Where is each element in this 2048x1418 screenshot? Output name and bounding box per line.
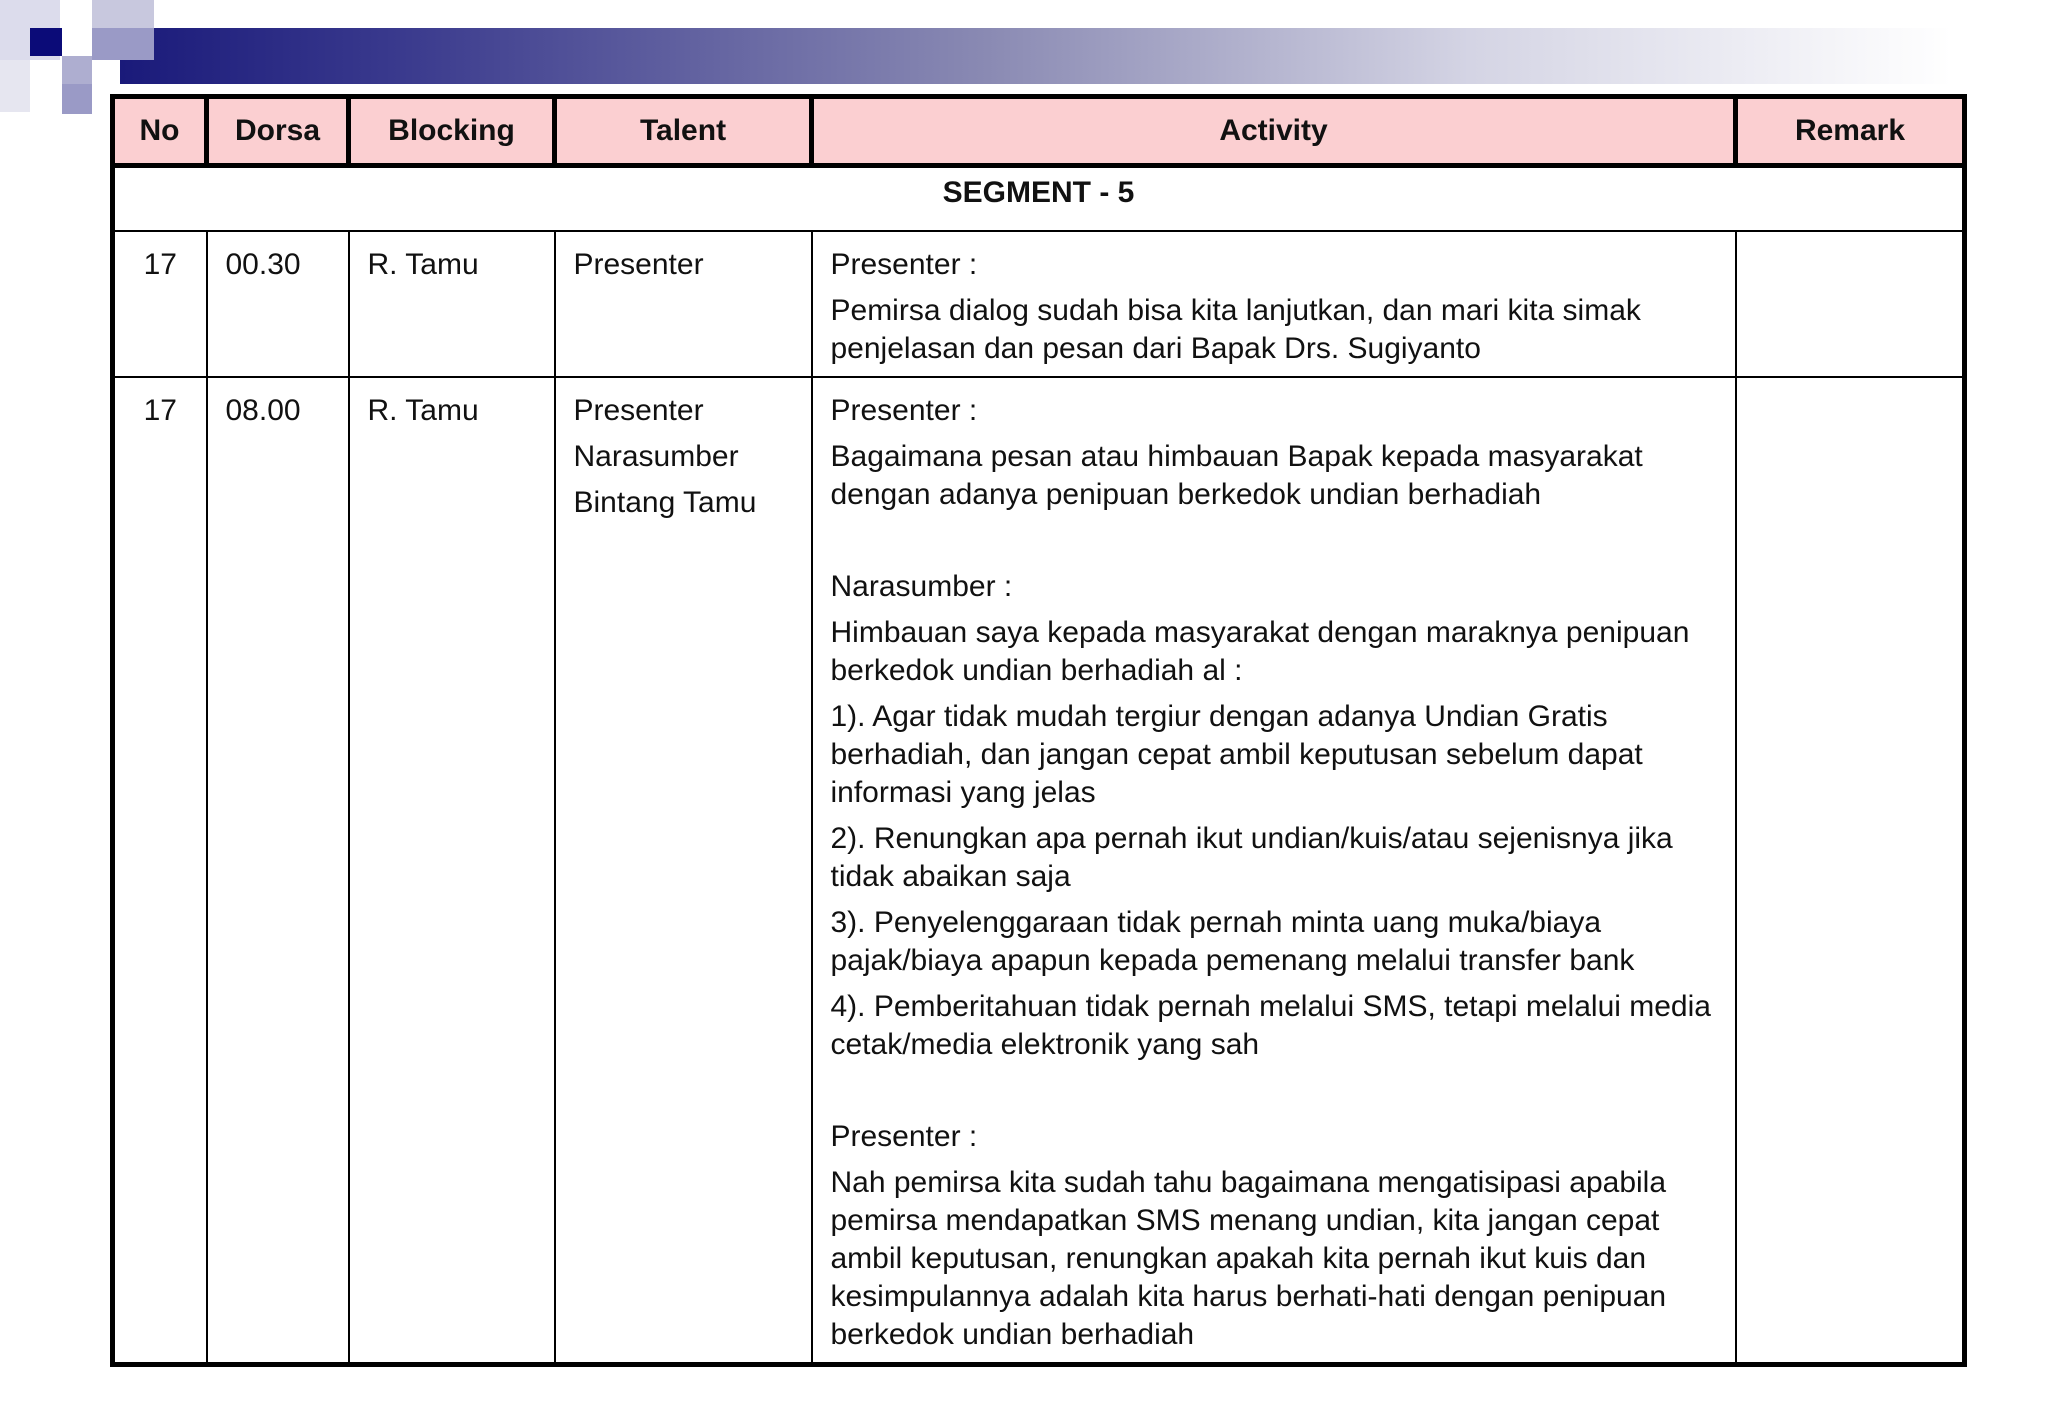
activity-line: 2). Renungkan apa pernah ikut undian/kuis/atau sejenisnya jika tidak abaikan saja bbox=[830, 822, 1673, 893]
activity-speaker: Presenter : bbox=[830, 248, 978, 281]
cell-talent bbox=[555, 377, 812, 1365]
cell-activity bbox=[812, 377, 1736, 1365]
activity-speaker: Narasumber : bbox=[830, 570, 1013, 603]
talent-name: Presenter bbox=[573, 248, 704, 281]
cell-activity bbox=[812, 231, 1736, 377]
table-header bbox=[113, 97, 1965, 166]
cell-no: 17 bbox=[113, 377, 207, 1365]
spacer bbox=[831, 522, 1717, 568]
activity-line: Pemirsa dialog sudah bisa kita lanjutkan, dan mari kita simak penjelasan dan pesan dari Bapak Drs. Sugiyanto bbox=[830, 294, 1641, 365]
activity-line: 4). Pemberitahuan tidak pernah melalui SMS, tetapi melalui media cetak/media elektronik yang sah bbox=[830, 990, 1711, 1061]
segment-row bbox=[113, 166, 1965, 232]
cell-blocking: R. Tamu bbox=[349, 231, 555, 377]
header-remark: Remark bbox=[1736, 97, 1965, 166]
cell-no: 17 bbox=[113, 231, 207, 377]
table-row bbox=[113, 231, 1965, 377]
talent-name: Narasumber bbox=[573, 440, 739, 473]
banner-square bbox=[62, 84, 92, 114]
activity-line: Nah pemirsa kita sudah tahu bagaimana mengatisipasi apabila pemirsa mendapatkan SMS menang undian, kita jangan cepat ambil keputusan, renungkan apakah kita pernah ikut kuis dan kesimpulannya adalah kita harus berhati-hati dengan penipuan berkedok undian berhadiah bbox=[830, 1166, 1667, 1351]
banner-square bbox=[62, 56, 92, 84]
cell-blocking: R. Tamu bbox=[349, 377, 555, 1365]
header-talent: Talent bbox=[555, 97, 812, 166]
spacer bbox=[831, 1072, 1717, 1118]
activity-line: Bagaimana pesan atau himbauan Bapak kepada masyarakat dengan adanya penipuan berkedok undian berhadiah bbox=[830, 440, 1643, 511]
header-no: No bbox=[113, 97, 207, 166]
activity-speaker: Presenter : bbox=[830, 1120, 978, 1153]
cell-remark bbox=[1736, 377, 1965, 1365]
cell-dorsa: 00.30 bbox=[207, 231, 349, 377]
talent-name: Bintang Tamu bbox=[573, 486, 757, 519]
table-row bbox=[113, 377, 1965, 1365]
header-blocking: Blocking bbox=[349, 97, 555, 166]
cell-talent bbox=[555, 231, 812, 377]
activity-line: Himbauan saya kepada masyarakat dengan maraknya penipuan berkedok undian berhadiah al : bbox=[830, 616, 1690, 687]
banner-gradient-bar bbox=[120, 28, 2048, 84]
script-table bbox=[110, 94, 1967, 1367]
activity-speaker: Presenter : bbox=[830, 394, 978, 427]
cell-dorsa: 08.00 bbox=[207, 377, 349, 1365]
banner-square bbox=[92, 28, 154, 60]
activity-line: 3). Penyelenggaraan tidak pernah minta uang muka/biaya pajak/biaya apapun kepada pemenang melalui transfer bank bbox=[830, 906, 1635, 977]
activity-line: 1). Agar tidak mudah tergiur dengan adanya Undian Gratis berhadiah, dan jangan cepat ambil keputusan sebelum dapat informasi yang jelas bbox=[830, 700, 1643, 809]
segment-title: SEGMENT - 5 bbox=[113, 166, 1965, 232]
cell-remark bbox=[1736, 231, 1965, 377]
header-activity: Activity bbox=[812, 97, 1736, 166]
banner-square bbox=[30, 28, 62, 56]
talent-name: Presenter bbox=[573, 394, 704, 427]
header-dorsa: Dorsa bbox=[207, 97, 349, 166]
banner-square bbox=[0, 60, 30, 112]
banner-square bbox=[92, 0, 154, 30]
